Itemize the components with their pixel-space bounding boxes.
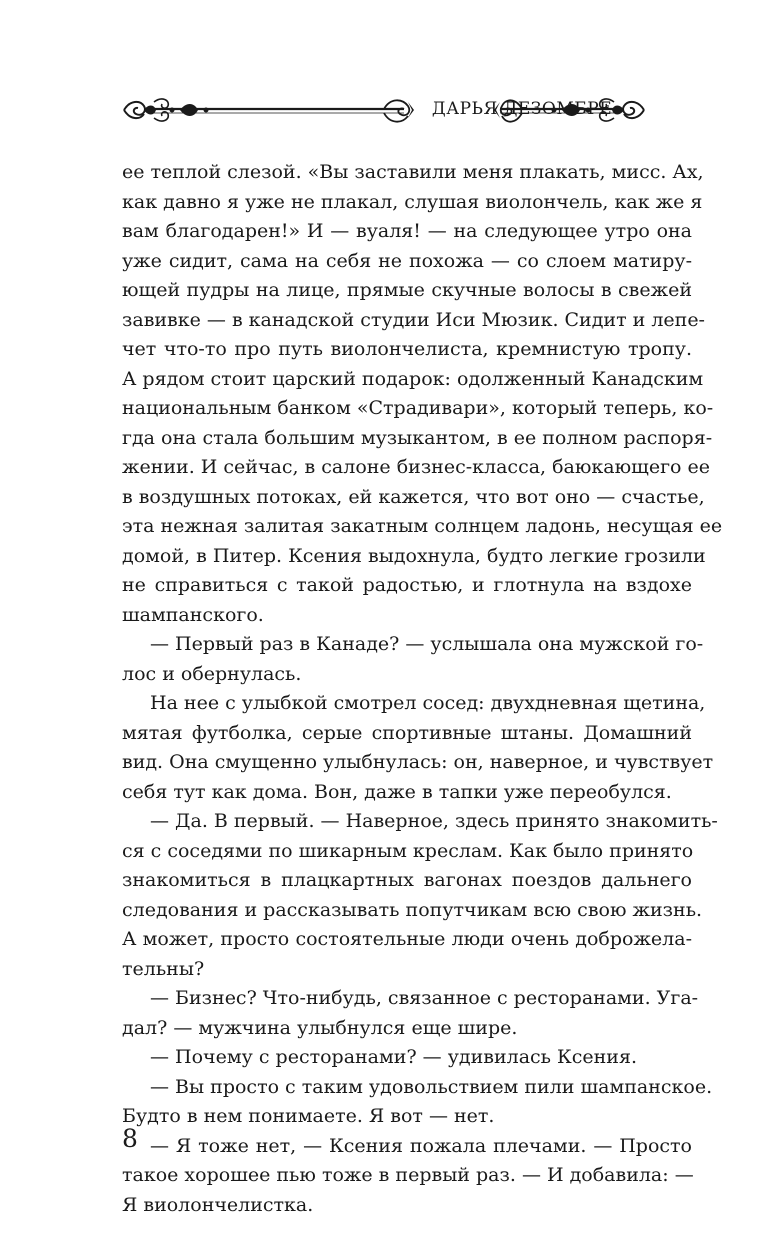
body-text	[122, 158, 723, 1220]
text-line: в воздушных потоках, ей кажется, что вот оно — счастье,	[122, 485, 705, 508]
text-line: знакомиться в плацкартных вагонах поездов дальнего	[122, 869, 692, 891]
text-line: — Вы просто с таким удовольствием пили шампанское.	[150, 1075, 713, 1098]
text-line: Я виолончелистка.	[122, 1193, 314, 1216]
text-line: А может, просто состоятельные люди очень доброжела-	[122, 928, 692, 950]
text-line: На нее с улыбкой смотрел сосед: двухдневная щетина,	[150, 692, 706, 714]
text-line: дал? — мужчина улыбнулся еще шире.	[122, 1016, 518, 1039]
text-line: гда она стала большим музыкантом, в ее полном распоря-	[122, 426, 713, 449]
paragraph	[122, 158, 723, 630]
text-line: домой, в Питер. Ксения выдохнула, будто легкие грозили	[122, 544, 706, 567]
text-line: ся с соседями по шикарным креслам. Как было принято	[122, 839, 694, 862]
text-line: эта нежная залитая закатным солнцем ладонь, несущая ее	[122, 515, 723, 537]
text-line: Будто в нем понимаете. Я вот — нет.	[122, 1105, 495, 1127]
text-line: следования и рассказывать попутчикам всю свою жизнь.	[122, 898, 703, 921]
text-line: шампанского.	[122, 603, 264, 626]
text-line: ющей пудры на лице, прямые скучные волосы в свежей	[122, 279, 692, 301]
text-line: национальным банком «Страдивари», который теперь, ко-	[122, 397, 714, 419]
text-line: не справиться с такой радостью, и глотнула на вздохе	[122, 574, 692, 596]
text-line: ее теплой слезой. «Вы заставили меня плакать, мисс. Ах,	[122, 161, 704, 183]
text-line: — Да. В первый. — Наверное, здесь принято знакомить-	[150, 810, 718, 832]
text-line: завивке — в канадской студии Иси Мюзик. Сидит и лепе-	[122, 308, 705, 331]
text-line: чет что-то про путь виолончелиста, кремнистую тропу.	[122, 338, 692, 360]
text-line: мятая футболка, серые спортивные штаны. Домашний	[122, 721, 692, 744]
text-line: как давно я уже не плакал, слушая виолончель, как же я	[122, 190, 703, 213]
text-line: тельны?	[122, 957, 205, 980]
text-line: А рядом стоит царский подарок: одолженный Канадским	[122, 367, 704, 390]
text-line: себя тут как дома. Вон, даже в тапки уже переобулся.	[122, 780, 672, 803]
text-line: — Я тоже нет, — Ксения пожала плечами. — Просто	[150, 1134, 692, 1157]
paragraph	[122, 1132, 692, 1221]
paragraph	[122, 807, 718, 984]
paragraph	[122, 984, 699, 1043]
text-line: жении. И сейчас, в салоне бизнес-класса, баюкающего ее	[122, 456, 710, 478]
page-number: 8	[122, 1124, 138, 1153]
paragraph	[122, 1043, 692, 1073]
text-line: вид. Она смущенно улыбнулась: он, наверное, и чувствует	[122, 751, 714, 773]
text-line: — Первый раз в Канаде? — услышала она мужской го-	[150, 633, 704, 655]
text-line: — Почему с ресторанами? — удивилась Ксения.	[150, 1046, 637, 1068]
paragraph	[122, 1073, 713, 1132]
paragraph	[122, 689, 714, 807]
running-title: ДАРЬЯ ДЕЗОМБРЕ	[431, 99, 613, 119]
paragraph	[122, 630, 704, 689]
text-line: — Бизнес? Что-нибудь, связанное с ресторанами. Уга-	[150, 987, 699, 1009]
running-header	[122, 92, 646, 128]
text-line: вам благодарен!» И — вуаля! — на следующее утро она	[122, 220, 692, 242]
text-line: такое хорошее пью тоже в первый раз. — И добавила: —	[122, 1164, 694, 1186]
text-line: уже сидит, сама на себя не похожа — со слоем матиру-	[122, 249, 692, 272]
text-line: лос и обернулась.	[122, 662, 302, 685]
